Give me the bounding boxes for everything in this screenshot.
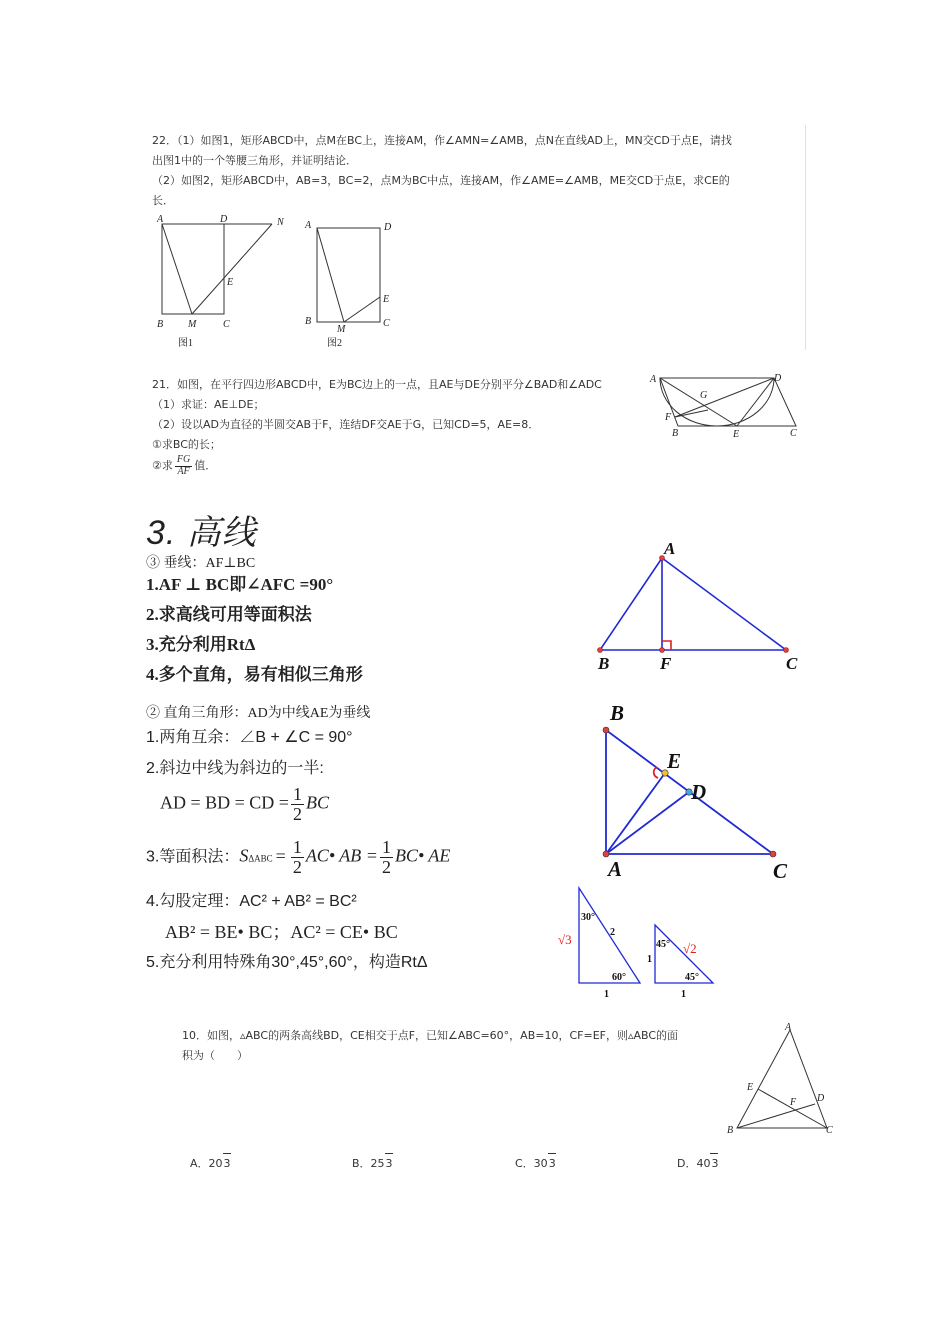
area-fraction-1-den: 2 (292, 856, 302, 877)
vertical-divider (805, 125, 806, 350)
median-fraction-num: 1 (292, 784, 302, 804)
area-fraction-2-den: 2 (381, 856, 391, 877)
altitude-figure (590, 538, 810, 673)
fig2-label-e: E (383, 294, 390, 305)
q21-fraction (175, 455, 192, 477)
area-fraction-1 (291, 838, 304, 877)
triangle-abc-q10 (737, 1030, 827, 1128)
q21-label-a: A (650, 374, 657, 385)
point-c2 (770, 851, 776, 857)
q21-text (152, 375, 652, 477)
tri1-hyp: 2 (610, 927, 615, 938)
q21-figure (648, 370, 808, 442)
fig1-label-e: E (227, 277, 234, 288)
median-formula-left: AD = BD = CD = (160, 792, 289, 813)
fig1-segment-mn (192, 224, 272, 314)
fig2-rectangle (317, 228, 380, 322)
option-b (352, 1153, 393, 1174)
q10-label-d: D (817, 1093, 825, 1104)
fig2-label-c: C (383, 318, 390, 329)
special-triangles-figure (555, 880, 725, 1002)
area-fraction-2-num: 1 (381, 837, 391, 857)
median-fraction (291, 785, 304, 824)
fig1-label-b: B (157, 319, 164, 330)
option-c-radical (548, 1153, 556, 1174)
point-f (660, 648, 665, 653)
q21-label-b: B (672, 428, 679, 439)
tri2-hyp-annotation: √2 (683, 941, 697, 956)
fig2-label-a: A (305, 220, 312, 231)
alt-label-f: F (660, 654, 672, 673)
area-fraction-1-num: 1 (292, 837, 302, 857)
area-fraction-2 (380, 838, 393, 877)
altitude-item-1: 1.AF ⊥ BC即∠AFC =90° (146, 575, 334, 594)
tri1-angle-30: 30° (581, 912, 595, 923)
fig2-label-b: B (305, 316, 312, 327)
area-formula-s: S (239, 845, 249, 866)
q10-label-b: B (727, 1125, 734, 1136)
option-d-radical (710, 1153, 718, 1174)
q21-fraction-num: FG (176, 454, 191, 465)
altitude-item-3: 3.充分利用RtΔ (146, 635, 256, 654)
point-b (598, 648, 603, 653)
option-a-radical (223, 1153, 231, 1174)
q22-line-1: 22．（1）如图1，矩形ABCD中，点M在BC上，连接AM，作∠AMN=∠AMB，点N在直线AD上，MN交CD于点E，请找 (152, 134, 732, 147)
fig1-label-d: D (220, 214, 228, 225)
option-b-radical (385, 1153, 393, 1174)
tri1-angle-60: 60° (612, 972, 626, 983)
parallelogram-abcd (660, 378, 796, 426)
q10-text (182, 1026, 727, 1066)
tri2-base: 1 (681, 989, 686, 1000)
segment-fg (675, 410, 708, 417)
q10-label-f: F (790, 1097, 797, 1108)
fig2-label-d: D (384, 222, 392, 233)
q10-figure (722, 1020, 842, 1138)
alt-label-b: B (598, 654, 610, 673)
altitude-bd (737, 1104, 815, 1128)
pythagoras-line: 4.勾股定理：AC² + AB² = BC² (146, 893, 357, 910)
q21-line-5-suffix: 值． (194, 459, 217, 472)
triangle-abc (600, 558, 786, 650)
tri1-base: 1 (604, 989, 609, 1000)
q21-line-3: （2）设以AD为直径的半圆交AB于F，连结DF交AE于G，已知CD=5，AE=8． (152, 418, 540, 431)
option-a-label: A．20 (190, 1157, 223, 1170)
q21-fraction-den: AF (177, 465, 190, 477)
area-formula (146, 838, 450, 877)
tri2-angle-45-top: 45° (656, 939, 670, 950)
rt-label-d: D (691, 780, 707, 804)
area-formula-prefix: 3.等面积法： (146, 848, 240, 866)
q22-text (152, 131, 802, 211)
q21-line-4: ①求BC的长； (152, 438, 221, 451)
tri1-side-annotation: √3 (558, 932, 572, 947)
fig1-caption: 图1 (178, 338, 193, 349)
q22-line-3: （2）如图2，矩形ABCD中，AB=3，BC=2，点M为BC中点，连接AM，作∠AME=∠AMB，ME交CD于点E，求CE的 (152, 174, 730, 187)
q22-figures (150, 210, 450, 355)
right-triangle-line-1: 1.两角互余：∠B + ∠C = 90° (146, 729, 353, 746)
altitude-item-4: 4.多个直角，易有相似三角形 (146, 665, 363, 684)
option-a (190, 1153, 231, 1174)
right-triangle-line-2: 2.斜边中线为斜边的一半: (146, 760, 324, 777)
q21-label-d: D (774, 373, 782, 384)
area-formula-right: BC• AE (394, 845, 451, 866)
median-formula-right: BC (305, 792, 329, 813)
q21-label-f: F (665, 412, 672, 423)
q21-label-c: C (790, 428, 797, 439)
option-d (677, 1153, 718, 1174)
option-c (515, 1153, 556, 1174)
option-b-label: B．25 (352, 1157, 385, 1170)
median-formula (160, 785, 329, 824)
median-fraction-den: 2 (292, 803, 302, 824)
fig1-label-a: A (157, 214, 164, 225)
q10-line-1: 10．如图，▵ABC的两条高线BD，CE相交于点F，已知∠ABC=60°，AB=10，CF=EF，则▵ABC的面 (182, 1029, 679, 1042)
q21-line-5 (152, 455, 652, 477)
fig1-rectangle (162, 224, 224, 314)
alt-label-c: C (786, 654, 798, 673)
q10-label-e: E (747, 1082, 754, 1093)
point-b2 (603, 727, 609, 733)
altitude-item-2: 2.求高线可用等面积法 (146, 605, 312, 624)
fig2-label-m: M (337, 324, 346, 335)
fig1-segment-am (162, 224, 192, 314)
option-a-radicand: 3 (223, 1157, 231, 1170)
q21-line-5-prefix: ②求 (152, 459, 173, 472)
fig1-label-m: M (188, 319, 197, 330)
projection-line: AB² = BE• BC；AC² = CE• BC (165, 922, 398, 942)
section-title: 3. 高线 (146, 514, 257, 552)
area-formula-sub: ΔABC (248, 853, 273, 864)
special-angles-line: 5.充分利用特殊角30°,45°,60°，构造RtΔ (146, 954, 428, 971)
altitude-intro: ③ 垂线：AF⊥BC (146, 556, 256, 571)
q21-label-g: G (700, 390, 708, 401)
altitude-list (146, 570, 363, 690)
option-c-label: C．30 (515, 1157, 548, 1170)
q10-label-c: C (826, 1125, 833, 1136)
rt-label-b: B (610, 701, 625, 725)
q21-line-2: （1）求证：AE⊥DE； (152, 398, 265, 411)
tri2-side: 1 (647, 954, 652, 965)
fig1-label-c: C (223, 319, 230, 330)
fig2-segment-me (344, 297, 380, 322)
option-c-radicand: 3 (548, 1157, 556, 1170)
option-d-label: D．40 (677, 1157, 711, 1170)
median-ad (606, 792, 689, 854)
point-c (784, 648, 789, 653)
q22-line-2: 出图1中的一个等腰三角形，并证明结论． (152, 154, 357, 167)
option-b-radicand: 3 (385, 1157, 393, 1170)
fig1-label-n: N (277, 217, 284, 228)
segment-ae (660, 378, 737, 426)
alt-label-a: A (664, 539, 676, 558)
q10-line-2: 积为（ ） (182, 1049, 248, 1062)
q10-label-a: A (785, 1022, 792, 1033)
right-triangle-figure (595, 698, 805, 884)
area-formula-eq: = (275, 845, 286, 866)
rt-label-a: A (608, 857, 623, 881)
q22-line-4: 长． (152, 194, 174, 207)
rt-label-c: C (773, 859, 788, 883)
area-formula-mid: AC• AB = (305, 845, 378, 866)
q21-line-1: 21．如图，在平行四边形ABCD中，E为BC边上的一点，且AE与DE分别平分∠BAD和∠ADC (152, 378, 602, 391)
right-triangle-intro: ② 直角三角形：AD为中线AE为垂线 (146, 706, 371, 721)
fig2-segment-am (317, 228, 344, 322)
fig2-caption: 图2 (327, 338, 342, 349)
tri2-angle-45-bot: 45° (685, 972, 699, 983)
option-d-radicand: 3 (711, 1157, 719, 1170)
q10-options (190, 1153, 750, 1173)
rt-label-e: E (667, 749, 682, 773)
altitude-ae (606, 773, 665, 854)
q21-label-e: E (733, 429, 740, 440)
